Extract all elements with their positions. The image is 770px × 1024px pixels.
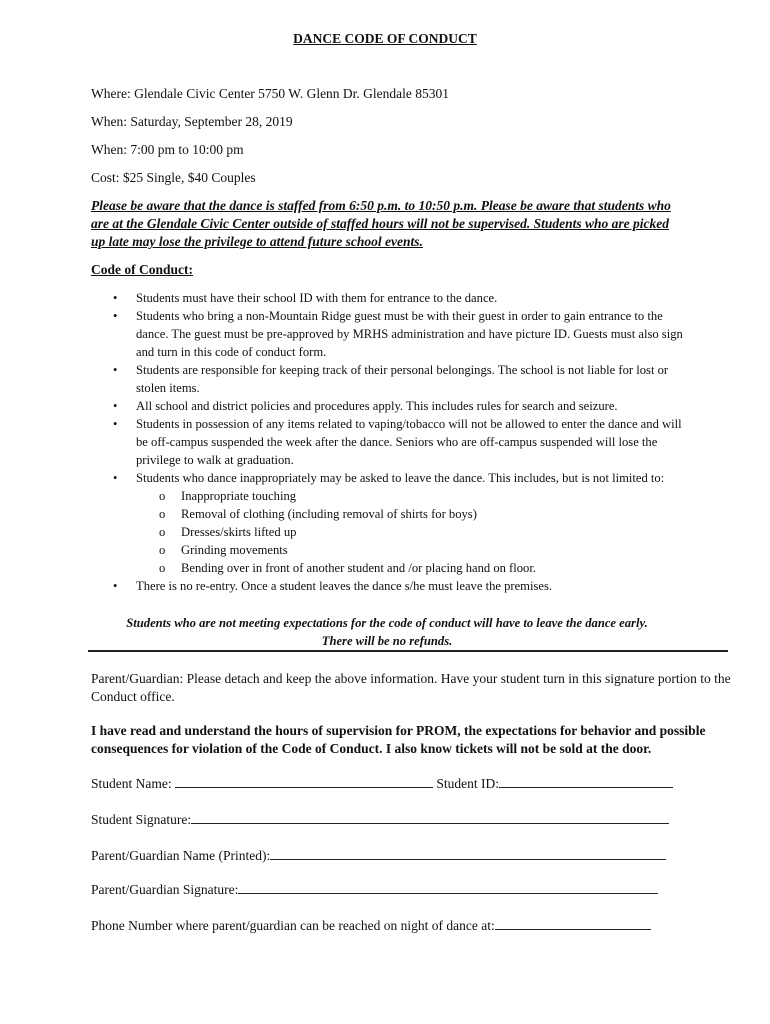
bullet-icon: • [113,291,118,305]
bullet-icon: • [113,309,118,323]
rule-text: Students who bring a non-Mountain Ridge guest must be with their guest in order to gain entrance to the dance. The guest must be pre-approved by MRHS administration and have picture ID. Guests must also sign and turn in this code of conduct form. [136,309,683,359]
student-signature-row [91,812,669,828]
parent-signature-row [91,882,658,898]
event-date: When: Saturday, September 28, 2019 [91,114,293,129]
rule-item [91,397,683,415]
bullet-icon: • [113,417,118,431]
bullet-icon: • [113,363,118,377]
acknowledgement-statement: I have read and understand the hours of supervision for PROM, the expectations for behavior and possible consequences for violation of the Code of Conduct. I also know tickets will not be sold at the door. [91,723,706,756]
event-location: Where: Glendale Civic Center 5750 W. Glenn Dr. Glendale 85301 [91,86,450,101]
circle-bullet-icon: o [159,543,166,557]
code-of-conduct-heading: Code of Conduct: [91,262,194,277]
supervision-notice: Please be aware that the dance is staffed from 6:50 p.m. to 10:50 p.m. Please be aware that students who are at the Glendale Civic Center outside of staffed hours will not be supervised. Students who are picked up late may lose the privilege to attend future school events. [91,198,671,249]
rule-text: There is no re-entry. Once a student leaves the dance s/he must leave the premises. [136,579,553,593]
rule-text: Students who dance inappropriately may be asked to leave the dance. This includes, but is not limited to: [136,471,665,485]
conduct-rules-list [91,289,683,595]
student-signature-label: Student Signature: [91,812,192,827]
parent-signature-field[interactable] [238,882,658,894]
phone-row [91,918,651,934]
rule-text: Students must have their school ID with them for entrance to the dance. [136,291,498,305]
bullet-icon: • [113,579,118,593]
student-name-field[interactable] [175,776,433,788]
bullet-icon: • [113,471,118,485]
rule-item [91,469,683,577]
parent-name-label: Parent/Guardian Name (Printed): [91,848,271,863]
phone-field[interactable] [495,918,651,930]
sub-rule-item [136,523,683,541]
detach-divider [88,650,728,652]
event-cost: Cost: $25 Single, $40 Couples [91,170,256,185]
student-name-label: Student Name: [91,776,172,791]
student-signature-field[interactable] [191,812,669,824]
bullet-icon: • [113,399,118,413]
parent-instructions: Parent/Guardian: Please detach and keep the above information. Have your student turn in this signature portion to the Conduct office. [91,671,731,704]
rule-text: All school and district policies and procedures apply. This includes rules for search and seizure. [136,399,618,413]
sub-rule-item [136,505,683,523]
student-id-label: Student ID: [436,776,499,791]
rule-item [91,361,683,397]
sub-rule-item [136,487,683,505]
rule-item [91,577,683,595]
rule-item [91,289,683,307]
no-refunds-statement: There will be no refunds. [321,634,453,648]
sub-rule-text: Bending over in front of another student and /or placing hand on floor. [181,561,536,575]
student-id-field[interactable] [499,776,673,788]
sub-rule-item [136,559,683,577]
phone-label: Phone Number where parent/guardian can be reached on night of dance at: [91,918,495,933]
sub-rule-text: Dresses/skirts lifted up [181,525,297,539]
document-title: DANCE CODE OF CONDUCT [293,31,477,46]
rule-text: Students are responsible for keeping track of their personal belongings. The school is not liable for lost or stolen items. [136,363,669,395]
sub-rule-item [136,541,683,559]
rule-text: Students in possession of any items related to vaping/tobacco will not be allowed to enter the dance and will be off-campus suspended the week after the dance. Seniors who are off-campus suspended will lose the privilege to walk at graduation. [136,417,682,467]
circle-bullet-icon: o [159,525,166,539]
inappropriate-dancing-list [136,487,683,577]
circle-bullet-icon: o [159,489,166,503]
sub-rule-text: Inappropriate touching [181,489,297,503]
circle-bullet-icon: o [159,507,166,521]
rule-item [91,307,683,361]
student-name-row [91,776,673,792]
circle-bullet-icon: o [159,561,166,575]
rule-item [91,415,683,469]
parent-name-field[interactable] [270,848,666,860]
closing-statement: Students who are not meeting expectations for the code of conduct will have to leave the dance early. [126,616,648,630]
parent-signature-label: Parent/Guardian Signature: [91,882,239,897]
sub-rule-text: Removal of clothing (including removal of shirts for boys) [181,507,477,521]
event-time: When: 7:00 pm to 10:00 pm [91,142,244,157]
sub-rule-text: Grinding movements [181,543,288,557]
parent-name-row [91,848,666,864]
